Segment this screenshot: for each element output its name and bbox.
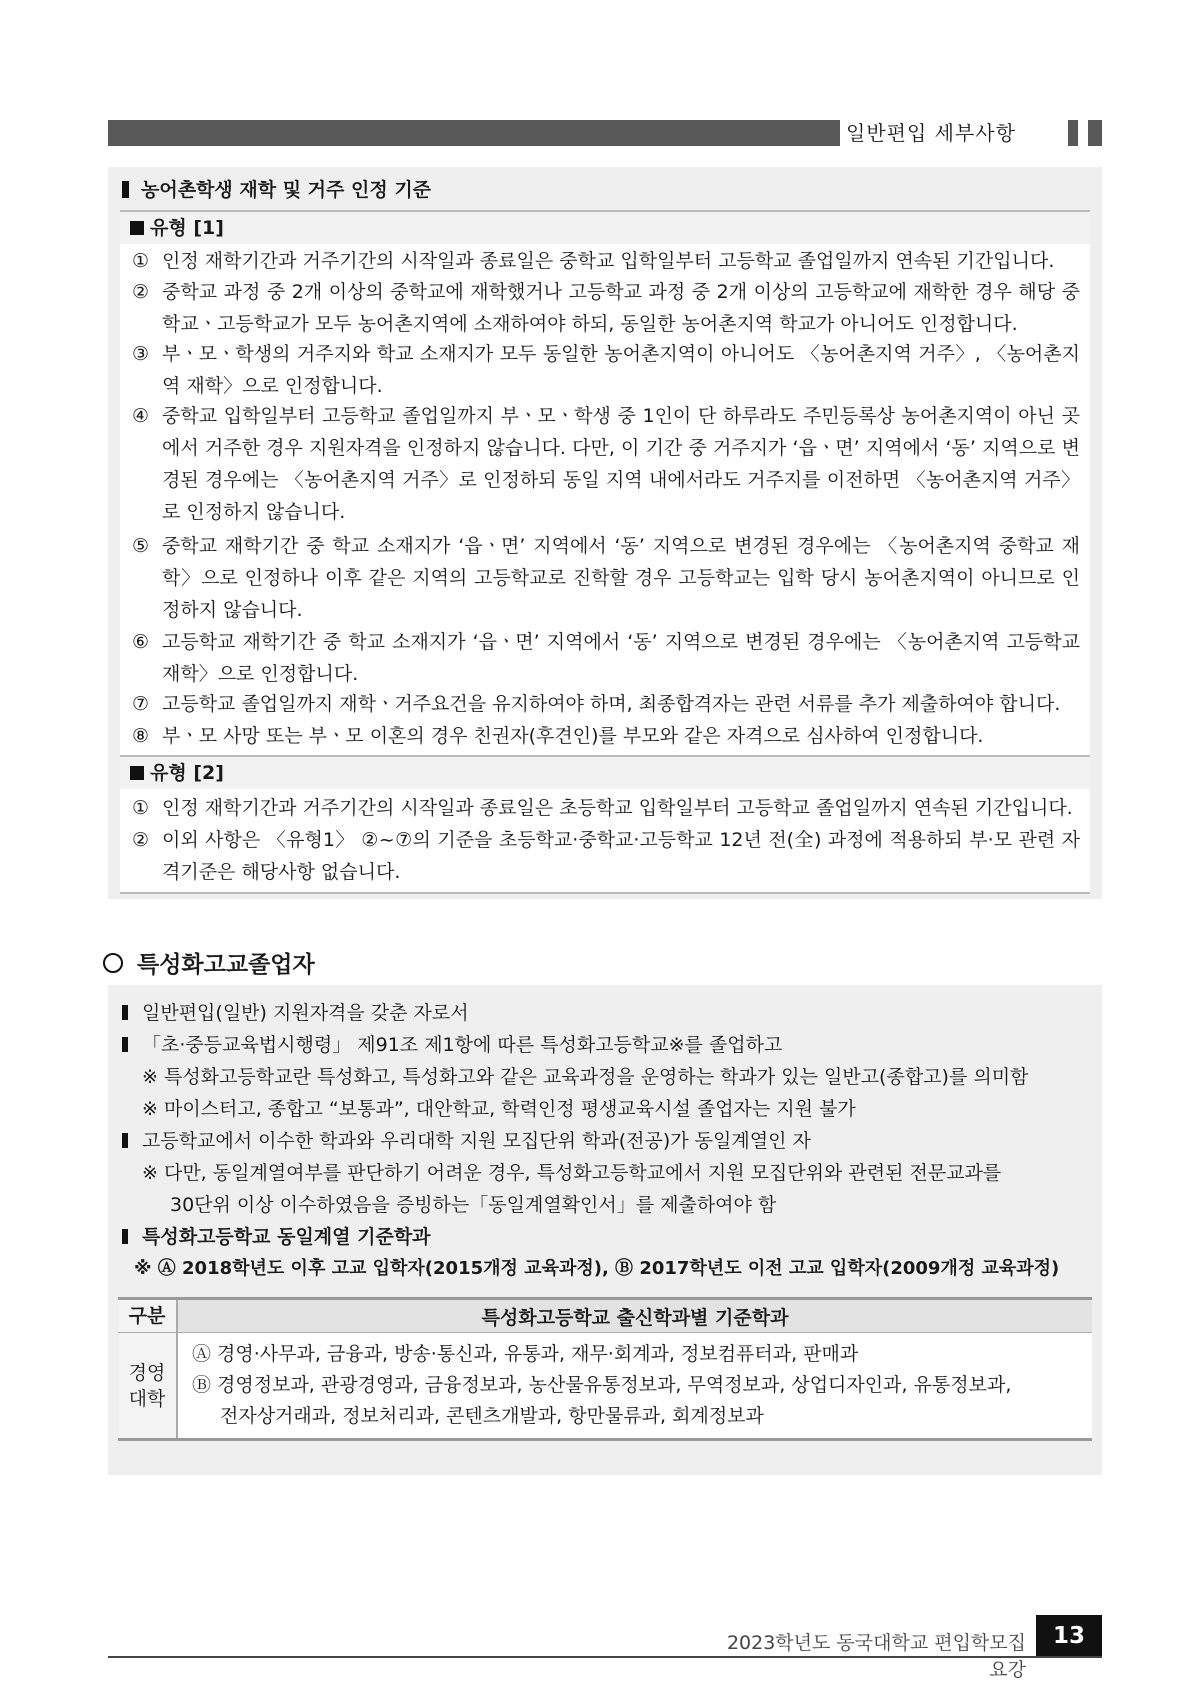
item-text: 중학교 입학일부터 고등학교 졸업일까지 부ㆍ모ㆍ학생 중 1인이 단 하루라도 주민등록상 농어촌지역이 아닌 곳에서 거주한 경우 지원자격을 인정하지 않습니다. 다만, 이 기간 중 거주지가 ‘읍ㆍ면’ 지역에서 ‘동’ 지역으로 변경된 경우에는 〈농어촌지역 거주〉로 인정하되 동일 지역 내에서라도 거주지를 이전하면 〈농어촌지역 거주〉로 인정하지 않습니다.: [162, 405, 1080, 523]
item-number: ③: [132, 343, 150, 365]
square-bullet-icon: [130, 766, 144, 780]
item-text: 이외 사항은 〈유형1〉 ②~⑦의 기준을 초등학교·중학교·고등학교 12년 전(全) 과정에 적용하되 부·모 관련 자격기준은 해당사항 없습니다.: [162, 829, 1080, 883]
item-text: 부ㆍ모ㆍ학생의 거주지와 학교 소재지가 모두 동일한 농어촌지역이 아니어도 〈농어촌지역 거주〉, 〈농어촌지역 재학〉으로 인정합니다.: [162, 343, 1080, 397]
item-number: ④: [132, 405, 150, 427]
line-text: 고등학교에서 이수한 학과와 우리대학 지원 모집단위 학과(전공)가 동일계열인 자: [142, 1130, 811, 1152]
footer-text: 2023학년도 동국대학교 편입학모집요강: [726, 1632, 1026, 1681]
type1-item-6: [132, 626, 1080, 690]
type1-item-7: [132, 688, 1080, 720]
item-number: ②: [132, 281, 150, 303]
type2-heading: [120, 757, 1090, 789]
item-text: 인정 재학기간과 거주기간의 시작일과 종료일은 중학교 입학일부터 고등학교 졸업일까지 연속된 기간입니다.: [162, 250, 1055, 272]
table-header-row: [118, 1299, 1092, 1333]
page-number: 13: [1036, 1615, 1102, 1657]
header-bar: [108, 120, 840, 146]
item-number: ⑤: [132, 535, 150, 557]
type2-item-1: [132, 792, 1080, 824]
line-text: 특성화고등학교 동일계열 기준학과: [142, 1226, 431, 1248]
footer-rule: [108, 1656, 1102, 1658]
type2-item-2: [132, 824, 1080, 888]
item-text: 인정 재학기간과 거주기간의 시작일과 종료일은 초등학교 입학일부터 고등학교 졸업일까지 연속된 기간입니다.: [162, 797, 1073, 819]
item-number: ①: [132, 250, 150, 272]
legend-note: ※ Ⓐ 2018학년도 이후 고교 입학자(2015개정 교육과정), Ⓑ 2017학년도 이전 고교 입학자(2009개정 교육과정): [134, 1258, 1060, 1279]
square-bullet-icon: [130, 221, 144, 235]
item-text: 고등학교 졸업일까지 재학ㆍ거주요건을 유지하여야 하며, 최종합격자는 관련 서류를 추가 제출하여야 합니다.: [162, 693, 1061, 715]
header-title: 일반편입 세부사항: [846, 121, 1016, 145]
bullet-bar-icon: [122, 1005, 128, 1020]
header-block-large: [1088, 120, 1102, 146]
rural-title-text: 농어촌학생 재학 및 거주 인정 기준: [141, 179, 432, 201]
item-number: ⑦: [132, 693, 150, 715]
standard-dept-heading: [122, 1222, 431, 1252]
item-text: 고등학교 재학기간 중 학교 소재지가 ‘읍ㆍ면’ 지역에서 ‘동’ 지역으로 변경된 경우에는 〈농어촌지역 고등학교 재학〉으로 인정합니다.: [162, 631, 1080, 685]
item-text: 부ㆍ모 사망 또는 부ㆍ모 이혼의 경우 친권자(후견인)를 부모와 같은 자격으로 심사하여 인정합니다.: [162, 725, 984, 747]
note-line-3: ※ 다만, 동일계열여부를 판단하기 어려운 경우, 특성화고등학교에서 지원 모집단위와 관련된 전문교과를: [142, 1162, 1002, 1184]
bullet-bar-icon: [122, 181, 129, 198]
special-title-text: 특성화고교졸업자: [137, 952, 315, 978]
requirement-line-3: [122, 1126, 811, 1156]
item-number: ⑧: [132, 725, 150, 747]
item-number: ⑥: [132, 631, 150, 653]
type1-item-1: [132, 245, 1080, 277]
type1-item-4: [132, 400, 1080, 528]
departments-a: Ⓐ 경영·사무과, 금융과, 방송·통신과, 유통과, 재무·회계과, 정보컴퓨터과, 판매과: [192, 1343, 859, 1365]
note-line-3-cont: 30단위 이상 이수하였음을 증빙하는「동일계열확인서」를 제출하여야 함: [170, 1194, 777, 1216]
type1-item-3: [132, 338, 1080, 402]
requirement-line-2: [122, 1030, 782, 1060]
row-departments: [177, 1333, 1092, 1440]
table-header-departments: 특성화고등학교 출신학과별 기준학과: [177, 1299, 1092, 1333]
special-school-box: [108, 985, 1102, 1475]
header-block-small: [1068, 120, 1078, 146]
circle-bullet-icon: [103, 953, 123, 973]
bullet-bar-icon: [122, 1229, 128, 1244]
row-label-business: 경영 대학: [118, 1333, 177, 1440]
item-text: 중학교 과정 중 2개 이상의 중학교에 재학했거나 고등학교 과정 중 2개 이상의 고등학교에 재학한 경우 해당 중학교ㆍ고등학교가 모두 농어촌지역에 소재하여야 하되, 동일한 농어촌지역 학교가 아니어도 인정합니다.: [162, 281, 1080, 335]
item-number: ②: [132, 829, 150, 851]
type1-item-5: [132, 530, 1080, 626]
departments-b-cont: 전자상거래과, 정보처리과, 콘텐츠개발과, 항만물류과, 회계정보과: [220, 1405, 764, 1427]
bullet-bar-icon: [122, 1133, 128, 1148]
rural-criteria-box: [108, 167, 1102, 899]
standard-dept-table: [118, 1297, 1092, 1441]
type2-label: 유형 [2]: [150, 762, 224, 784]
note-line-1: ※ 특성화고등학교란 특성화고, 특성화고와 같은 교육과정을 운영하는 학과가 있는 일반고(종합고)를 의미함: [142, 1066, 1029, 1088]
departments-b: Ⓑ 경영정보과, 관광경영과, 금융정보과, 농산물유통정보과, 무역정보과, 상업디자인과, 유통정보과,: [192, 1374, 1012, 1396]
bullet-bar-icon: [122, 1037, 128, 1052]
type1-heading: [120, 212, 1090, 244]
requirement-line-1: [122, 998, 469, 1028]
type1-item-8: [132, 720, 1080, 752]
rural-criteria-content: [120, 210, 1090, 894]
type1-item-2: [132, 276, 1080, 340]
rural-criteria-title: [122, 175, 431, 202]
type1-label: 유형 [1]: [150, 217, 224, 239]
item-number: ①: [132, 797, 150, 819]
special-school-title: [103, 946, 315, 979]
line-text: 일반편입(일반) 지원자격을 갖춘 자로서: [142, 1002, 469, 1024]
table-row: [118, 1333, 1092, 1440]
line-text: 「초·중등교육법시행령」 제91조 제1항에 따른 특성화고등학교※를 졸업하고: [142, 1034, 783, 1056]
item-text: 중학교 재학기간 중 학교 소재지가 ‘읍ㆍ면’ 지역에서 ‘동’ 지역으로 변경된 경우에는 〈농어촌지역 중학교 재학〉으로 인정하나 이후 같은 지역의 고등학교로 진학할 경우 고등학교는 입학 당시 농어촌지역이 아니므로 인정하지 않습니다.: [162, 535, 1080, 621]
table-header-category: 구분: [118, 1299, 177, 1333]
note-line-2: ※ 마이스터고, 종합고 “보통과”, 대안학교, 학력인정 평생교육시설 졸업자는 지원 불가: [142, 1098, 856, 1120]
